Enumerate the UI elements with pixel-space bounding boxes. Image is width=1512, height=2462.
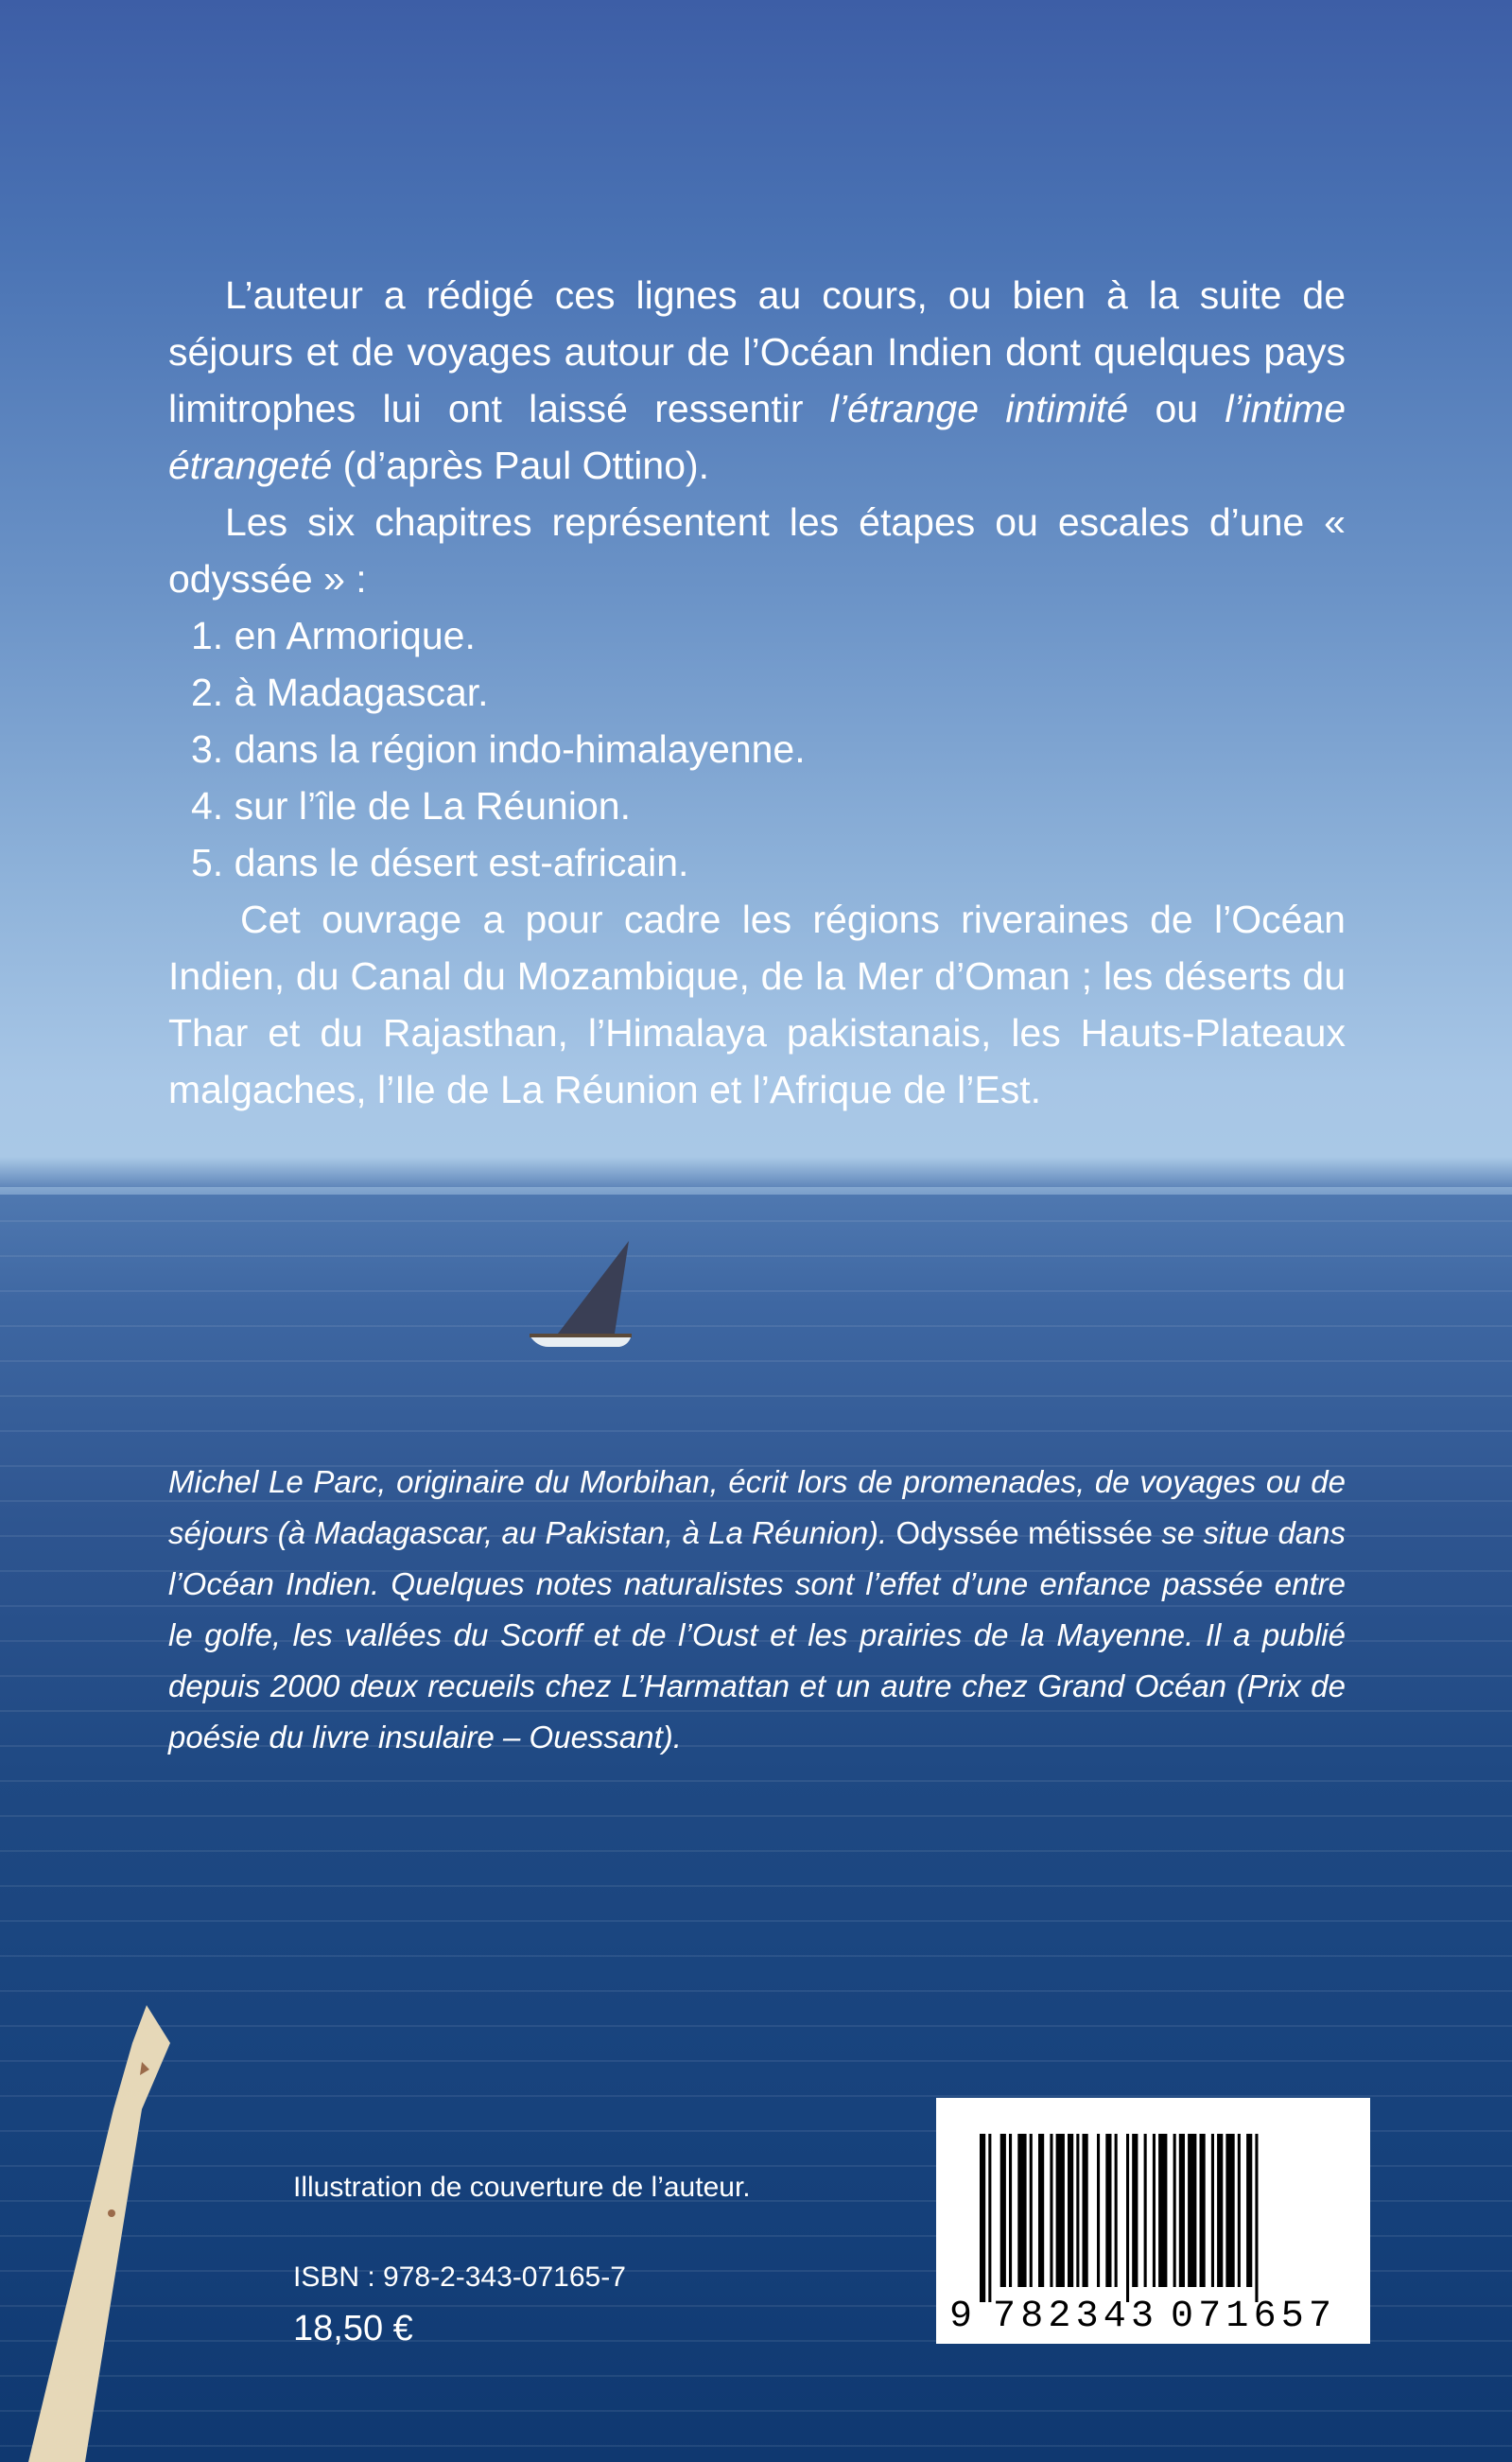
sea-wave [0,2060,1512,2062]
barcode-bar [1173,2134,1176,2287]
oar-image [0,2005,208,2462]
barcode-bar [1217,2134,1223,2287]
barcode-bar [1076,2134,1079,2287]
sea-wave [0,1255,1512,1257]
oar-blade [28,2005,170,2462]
barcode-bar [1238,2134,1241,2287]
chapter-item: 2. à Madagascar. [191,671,489,714]
chapter-item: 5. dans le désert est-africain. [191,841,689,884]
barcode-bar [1009,2134,1012,2287]
barcode-bar [1056,2134,1065,2287]
blurb-paragraph-3: Cet ouvrage a pour cadre les régions riveraines de l’Océan Indien, du Canal du Mozambique, de la Mer d’Oman ; les déserts du Thar et du Rajasthan, l’Himalaya pakistanais, les Hauts-Plateaux malgaches, l’Ile de La Réunion et l’Afrique de l’Est. [168,898,1346,1111]
barcode-bar [1246,2134,1252,2287]
sea-wave [0,2095,1512,2097]
barcode-bar [980,2134,985,2302]
barcode-bar [1144,2134,1147,2287]
sailboat-image [511,1230,662,1353]
isbn: ISBN : 978-2-343-07165-7 [293,2261,626,2293]
sea-wave [0,1220,1512,1222]
barcode-bar [1050,2134,1052,2287]
barcode-digits-left: 782343 [993,2296,1154,2332]
sea-wave [0,1815,1512,1817]
sea-wave [0,1780,1512,1782]
barcode-bar [1038,2134,1044,2287]
barcode-bar [1132,2134,1138,2287]
barcode-bar [1017,2134,1026,2287]
barcode-bar [1126,2134,1129,2302]
sea-wave [0,2445,1512,2447]
oar-spot [108,2209,115,2217]
barcode-digits-right: 071657 [1171,2296,1331,2332]
sail [558,1241,629,1334]
sea-wave [0,1325,1512,1327]
barcode-bar [1000,2134,1006,2287]
barcode-bar [1105,2134,1111,2287]
sea-wave [0,2410,1512,2412]
barcode-bar [1097,2134,1100,2287]
illustration-credit: Illustration de couverture de l’auteur. [293,2172,751,2203]
chapter-list [168,607,1346,891]
barcode-bar [1188,2134,1196,2287]
sea-horizon [0,1187,1512,1195]
price: 18,50 € [293,2309,413,2349]
sea-wave [0,1850,1512,1852]
barcode-bar [1068,2134,1073,2287]
barcode-bar [1153,2134,1156,2287]
blurb-text [168,267,1346,1118]
sea-wave [0,1430,1512,1432]
barcode-bar [1211,2134,1214,2287]
barcode-bar [1030,2134,1033,2287]
sea-wave [0,2375,1512,2377]
hull-stripe [530,1334,632,1337]
chapter-item: 3. dans la région indo-himalayenne. [191,727,806,771]
barcode-bar [1179,2134,1185,2287]
barcode-bar [1255,2134,1258,2302]
chapter-item: 1. en Armorique. [191,614,476,657]
barcode [936,2098,1370,2344]
sea-wave [0,2025,1512,2027]
barcode-bar [1225,2134,1234,2287]
sea-wave [0,1955,1512,1957]
sea-wave [0,1395,1512,1397]
barcode-bar [1158,2134,1167,2287]
sea-wave [0,1360,1512,1362]
sea-wave [0,1885,1512,1887]
blurb-paragraph-1: L’auteur a rédigé ces lignes au cours, ou bien à la suite de séjours et de voyages autour de l’Océan Indien dont quelques pays limitrophes lui ont laissé ressentir l’étrange intimité ou l’intime étrangeté (d’après Paul Ottino). [168,273,1346,487]
barcode-bar [1200,2134,1206,2287]
barcode-graphic [947,2134,1359,2332]
book-title: Odyssée métissée [895,1515,1154,1550]
sea-wave [0,1990,1512,1992]
barcode-bar [1083,2134,1088,2287]
barcode-bar [1115,2134,1118,2287]
barcode-digit-first: 9 [949,2296,973,2332]
sea-wave [0,1290,1512,1292]
barcode-bars [980,2134,1259,2302]
barcode-bar [988,2134,991,2302]
sea-wave [0,1920,1512,1922]
chapter-item: 4. sur l’île de La Réunion. [191,784,631,828]
blurb-paragraph-2: Les six chapitres représentent les étapes ou escales d’une « odyssée » : [168,500,1346,601]
author-bio: Michel Le Parc, originaire du Morbihan, écrit lors de promenades, de voyages ou de séjours (à Madagascar, au Pakistan, à La Réunion). Odyssée métissée se situe dans l’Océan Indien. Quelques notes naturalistes sont l’effet d’une enfance passée entre le golfe, les vallées du Scorff et de l’Oust et les prairies de la Mayenne. Il a publié depuis 2000 deux recueils chez L’Harmattan et un autre chez Grand Océan (Prix de poésie du livre insulaire – Ouessant). [168,1464,1346,1755]
